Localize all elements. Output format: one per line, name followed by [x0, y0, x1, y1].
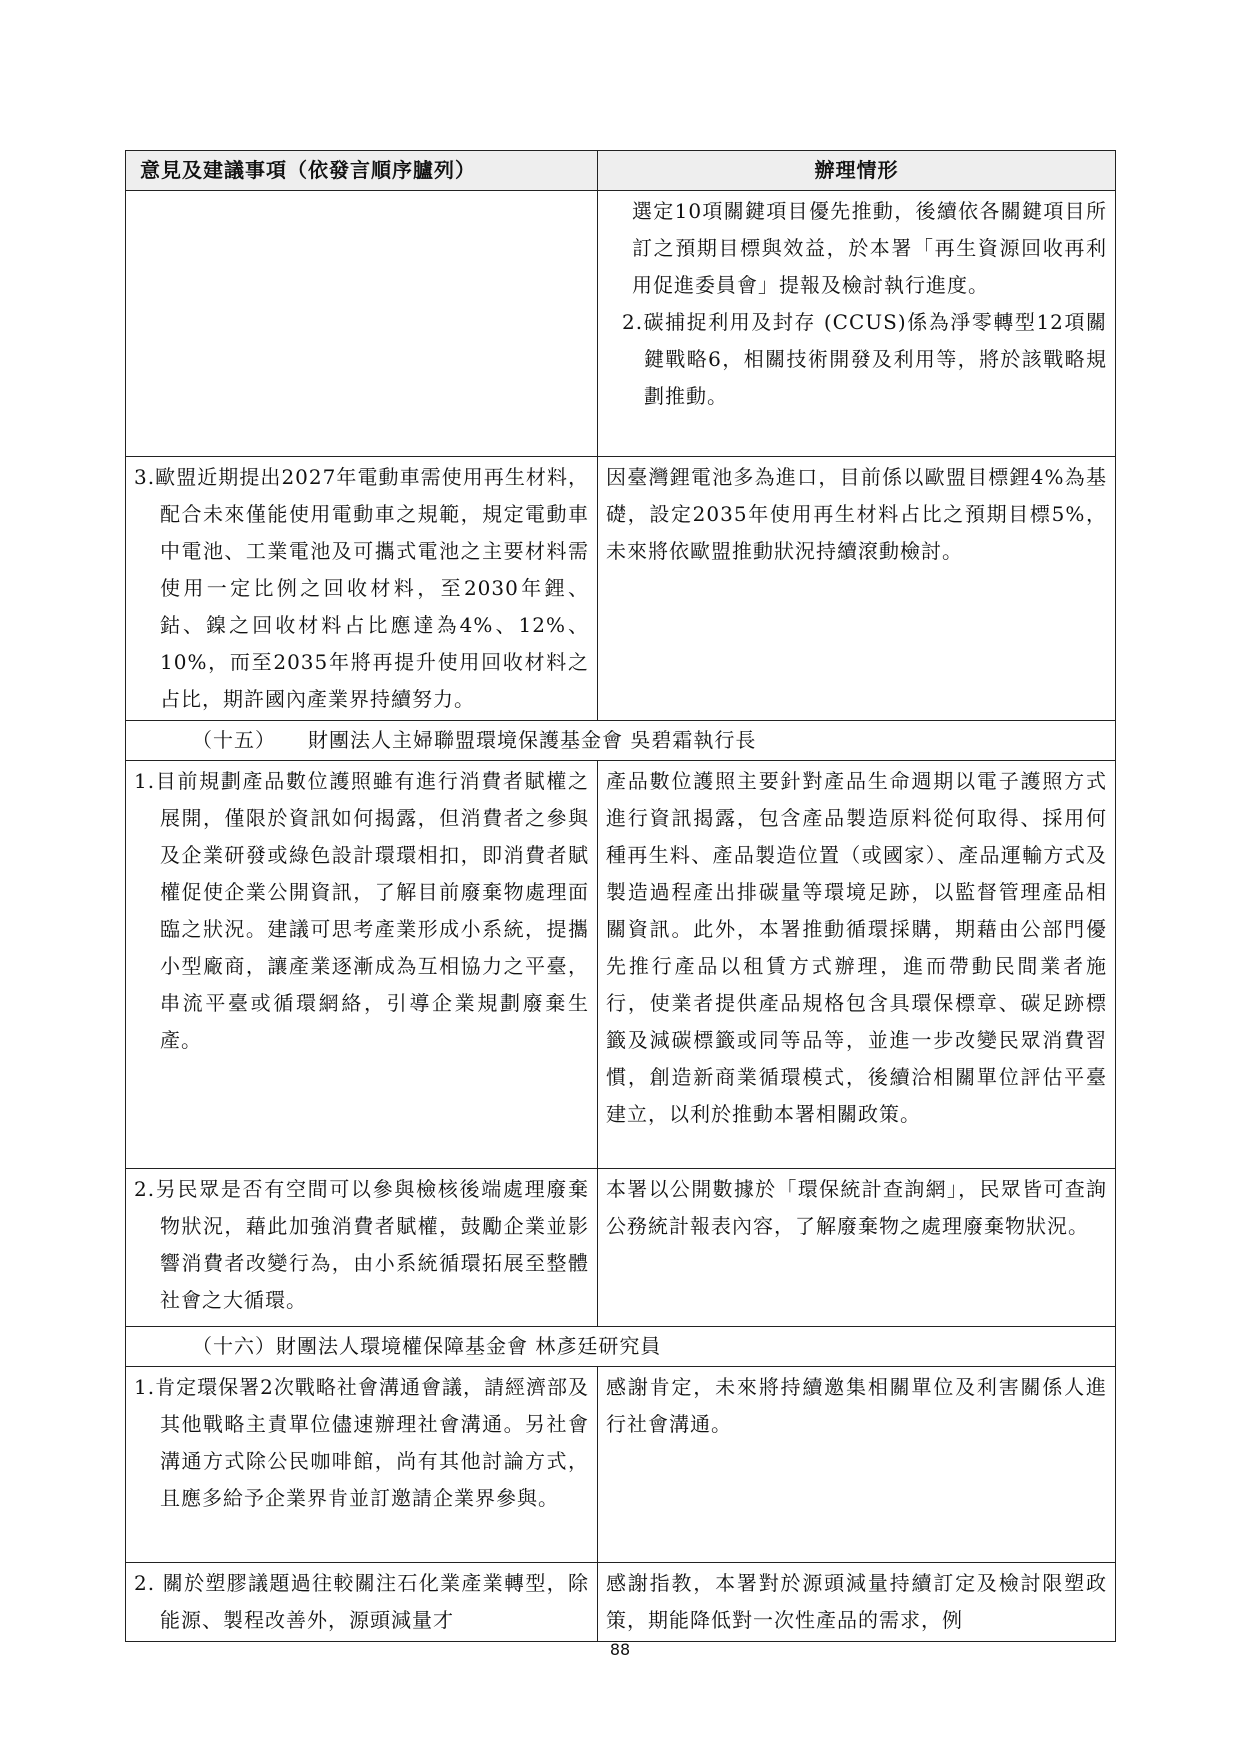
section-heading-16: （十六）財團法人環境權保障基金會 林彥廷研究員: [126, 1327, 1116, 1367]
table-row: [126, 1367, 1116, 1563]
comment-cell: [126, 1169, 598, 1327]
comments-response-table: [125, 150, 1116, 1642]
response-cell: [598, 1169, 1116, 1327]
comment-item: 3.歐盟近期提出2027年電動車需使用再生材料，配合未來僅能使用電動車之規範，規定電動車中電池、工業電池及可攜式電池之主要材料需使用一定比例之回收材料，至2030年鋰、鈷、鎳之回收材料占比應達為4%、12%、10%，而至2035年將再提升使用回收材料之占比，期許國內產業界持續努力。: [134, 465, 589, 711]
response-cell: [598, 761, 1116, 1169]
comment-item: 1.目前規劃產品數位護照雖有進行消費者賦權之展開，僅限於資訊如何揭露，但消費者之參與及企業研發或綠色設計環環相扣，即消費者賦權促使企業公開資訊，了解目前廢棄物處理面臨之狀況。建議可思考產業形成小系統，提攜小型廠商，讓產業逐漸成為互相協力之平臺，串流平臺或循環網絡，引導企業規劃廢棄生產。: [134, 769, 589, 1052]
section-heading-15: （十五） 財團法人主婦聯盟環境保護基金會 吳碧霜執行長: [126, 721, 1116, 761]
response-text: 感謝肯定，未來將持續邀集相關單位及利害關係人進行社會溝通。: [606, 1375, 1107, 1436]
response-cell: [598, 1563, 1116, 1642]
table-row: [126, 1169, 1116, 1327]
comment-cell: [126, 761, 598, 1169]
response-text: 本署以公開數據於「環保統計查詢網」，民眾皆可查詢公務統計報表內容，了解廢棄物之處理廢棄物狀況。: [606, 1177, 1107, 1238]
comment-cell: [126, 1367, 598, 1563]
response-cell: [598, 457, 1116, 721]
table-row: [126, 191, 1116, 457]
comment-item: 2.另民眾是否有空間可以參與檢核後端處理廢棄物狀況，藉此加強消費者賦權，鼓勵企業並影響消費者改變行為，由小系統循環拓展至整體社會之大循環。: [134, 1177, 589, 1312]
response-text: 感謝指教，本署對於源頭減量持續訂定及檢討限塑政策，期能降低對一次性產品的需求，例: [606, 1571, 1107, 1632]
header-response: 辦理情形: [598, 151, 1116, 191]
table-header-row: [126, 151, 1116, 191]
comment-item: 1.肯定環保署2次戰略社會溝通會議，請經濟部及其他戰略主責單位儘速辦理社會溝通。另社會溝通方式除公民咖啡館，尚有其他討論方式，且應多給予企業界肯並訂邀請企業界參與。: [134, 1375, 589, 1510]
comment-cell: [126, 191, 598, 457]
response-text: 因臺灣鋰電池多為進口，目前係以歐盟目標鋰4%為基礎，設定2035年使用再生材料占比之預期目標5%，未來將依歐盟推動狀況持續滾動檢討。: [606, 465, 1107, 563]
section-row: [126, 721, 1116, 761]
section-row: [126, 1327, 1116, 1367]
response-item: 2.碳捕捉利用及封存 (CCUS)係為淨零轉型12項關鍵戰略6，相關技術開發及利用等，將於該戰略規劃推動。: [622, 310, 1107, 408]
comment-item: 2. 關於塑膠議題過往較關注石化業產業轉型，除能源、製程改善外，源頭減量才: [134, 1571, 589, 1632]
page-number: 88: [609, 1640, 631, 1659]
response-cell: [598, 1367, 1116, 1563]
table-row: [126, 1563, 1116, 1642]
response-text: 產品數位護照主要針對產品生命週期以電子護照方式進行資訊揭露，包含產品製造原料從何取得、採用何種再生料、產品製造位置（或國家）、產品運輸方式及製造過程產出排碳量等環境足跡，以監督管理產品相關資訊。此外，本署推動循環採購，期藉由公部門優先推行產品以租賃方式辦理，進而帶動民間業者施行，使業者提供產品規格包含具環保標章、碳足跡標籤及減碳標籤或同等品等，並進一步改變民眾消費習慣，創造新商業循環模式，後續洽相關單位評估平臺建立，以利於推動本署相關政策。: [606, 769, 1107, 1126]
response-cell: [598, 191, 1116, 457]
table-row: [126, 457, 1116, 721]
comment-cell: [126, 457, 598, 721]
header-comments: 意見及建議事項（依發言順序臚列）: [126, 151, 598, 191]
comment-cell: [126, 1563, 598, 1642]
table-row: [126, 761, 1116, 1169]
response-continuation: 選定10項關鍵項目優先推動，後續依各關鍵項目所訂之預期目標與效益，於本署「再生資源回收再利用促進委員會」提報及檢討執行進度。: [632, 199, 1107, 297]
